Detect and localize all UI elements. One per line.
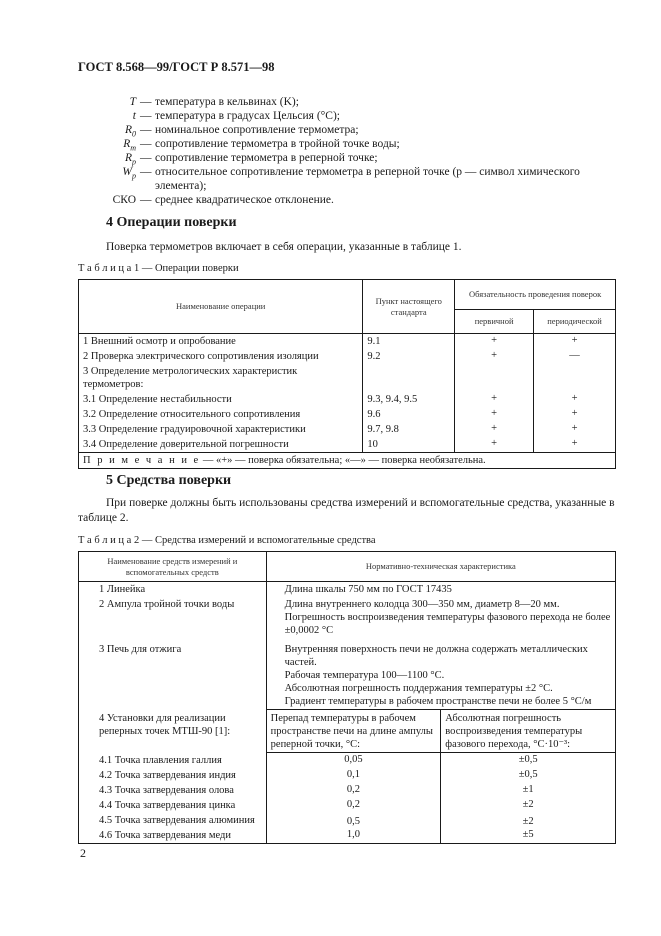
table-row: 3 Печь для отжига Внутренняя поверхность печи не должна содержать металлических частей. Рабочая температура 100—1100 °C. Абсолютная погрешность поддержания температуры ±2 °C. Градиент температуры в рабочем пространстве печи не более 5 °C/м <box>79 638 616 710</box>
table-row: 4.5 Точка затвердевания алюминия 0,5 ±2 <box>79 813 616 828</box>
table-row: 4.6 Точка затвердевания меди 1,0 ±5 <box>79 828 616 844</box>
table-row: 4.1 Точка плавления галлия 0,05 ±0,5 <box>79 753 616 768</box>
table-1-header-operation: Наименование операции <box>79 280 363 334</box>
table-row: 3 Определение метрологических характеристик термометров: <box>79 364 616 392</box>
symbol-list: T — температура в кельвинах (K); t — температура в градусах Цельсия (°C); $R_0$ — номинальное сопротивление термометра; $R_т$ — сопротивление термометра в тройной точке воды; $R_р$ — сопротивление термометра в реперной точке; $W_р$ — относительное сопротивление термометра в реперной точке (р — символ химического элемента); СКО — среднее квадратическое отклонение. <box>112 96 580 206</box>
table-row: 4 Установки для реализации реперных точек МТШ-90 [1]: Перепад температуры в рабочем пространстве печи на длине ампулы реперной точки, °C: Абсолютная погрешность воспроизведения температуры фазового перехода, °C·10⁻³: <box>79 710 616 753</box>
section-4-paragraph: Поверка термометров включает в себя операции, указанные в таблице 1. <box>106 241 462 253</box>
table-1-header-obligation: Обязательность проведения поверок <box>455 280 616 310</box>
section-4-title: 4 Операции поверки <box>106 215 237 230</box>
table-row: 3.2 Определение относительного сопротивления 9.6 + + <box>79 407 616 422</box>
table-2-header-spec: Нормативно-техническая характеристика <box>266 552 615 582</box>
table-1-note-row: П р и м е ч а н и е — «+» — поверка обязательна; «—» — поверка необязательна. <box>79 453 616 469</box>
table-row: 3.4 Определение доверительной погрешности 10 + + <box>79 437 616 453</box>
table-row: 4.3 Точка затвердевания олова 0,2 ±1 <box>79 783 616 798</box>
table-row: 4.4 Точка затвердевания цинка 0,2 ±2 <box>79 798 616 813</box>
table-1-header-primary: первичной <box>455 310 534 334</box>
table-row: 2 Проверка электрического сопротивления изоляции 9.2 + — <box>79 349 616 364</box>
table-2-caption: Т а б л и ц а 2 — Средства измерений и вспомогательные средства <box>78 535 376 546</box>
page-number: 2 <box>80 846 86 860</box>
section-5-paragraph: При поверке должны быть использованы средства измерений и вспомогательные средства, указанные в таблице 2. <box>78 497 615 524</box>
table-1 <box>78 279 616 469</box>
table-1-caption: Т а б л и ц а 1 — Операции поверки <box>78 263 239 274</box>
table-row: 3.1 Определение нестабильности 9.3, 9.4, 9.5 + + <box>79 392 616 407</box>
table-row: 1 Внешний осмотр и опробование 9.1 + + <box>79 334 616 350</box>
table-1-header-item: Пункт настоящего стандарта <box>363 280 455 334</box>
table-1-header-periodic: периодической <box>534 310 616 334</box>
table-row: 1 Линейка Длина шкалы 750 мм по ГОСТ 17435 <box>79 582 616 598</box>
table-row: 3.3 Определение градуировочной характеристики 9.7, 9.8 + + <box>79 422 616 437</box>
section-5-title: 5 Средства поверки <box>106 473 232 488</box>
table-2-header-name: Наименование средств измерений и вспомогательных средств <box>79 552 267 582</box>
table-row: 4.2 Точка затвердевания индия 0,1 ±0,5 <box>79 768 616 783</box>
table-2 <box>78 551 616 844</box>
table-row: 2 Ампула тройной точки воды Длина внутреннего колодца 300—350 мм, диаметр 8—20 мм. Погрешность воспроизведения температуры фазового перехода не более ±0,0002 °C <box>79 597 616 638</box>
document-header: ГОСТ 8.568—99/ГОСТ Р 8.571—98 <box>78 60 275 74</box>
